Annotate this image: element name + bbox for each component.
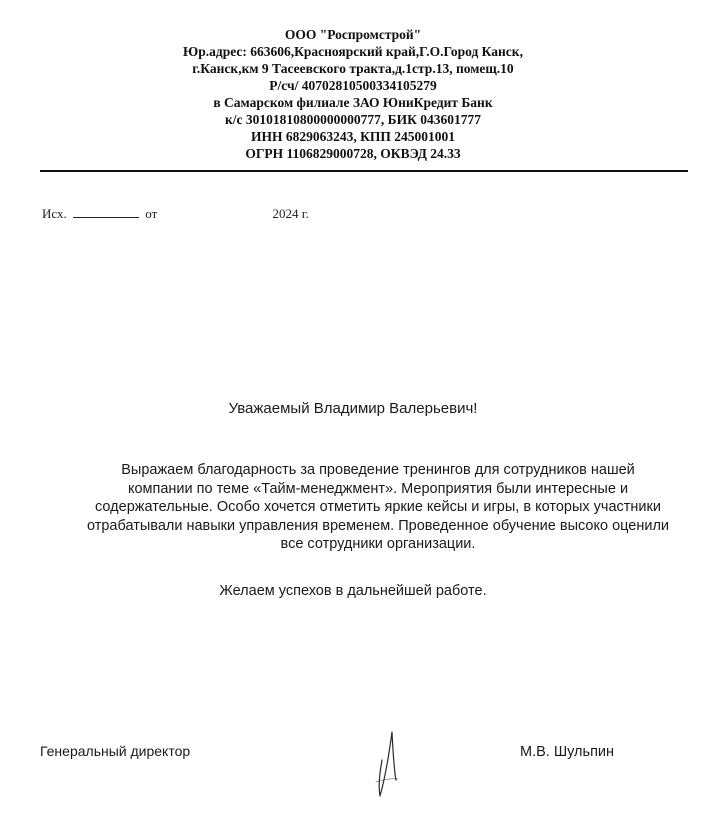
greeting: Уважаемый Владимир Валерьевич! (228, 400, 478, 417)
correspondent-account-bik: к/с 30101810800000000777, БИК 043601777 (225, 112, 481, 127)
ref-number-blank (73, 207, 139, 218)
bank-name: в Самарском филиале ЗАО ЮниКредит Банк (213, 95, 493, 110)
bank-account: Р/сч/ 40702810500334105279 (269, 78, 437, 93)
legal-address-line-2: г.Канск,км 9 Тасеевского тракта,д.1стр.13, помещ.10 (192, 61, 514, 76)
body-line: отрабатывали навыки управления временем. Проведенное обучение высоко оценили (86, 517, 670, 534)
signer-position: Генеральный директор (40, 743, 191, 759)
outgoing-reference (42, 206, 309, 222)
letterhead (0, 26, 706, 162)
signer-name: М.В. Шульпин (520, 744, 615, 760)
ogrn-okved: ОГРН 1106829000728, ОКВЭД 24.33 (245, 146, 461, 161)
body-line: все сотрудники организации. (280, 536, 476, 552)
body-line: компании по теме «Тайм-менеджмент». Мероприятия были интересные и (127, 480, 629, 497)
body-line: содержательные. Особо хочется отметить яркие кейсы и игры, в которых участники (95, 499, 661, 515)
inn-kpp: ИНН 6829063243, КПП 245001001 (250, 129, 456, 144)
handwritten-signature (368, 722, 408, 802)
company-name: ООО "Роспромстрой" (284, 27, 422, 42)
closing-wish: Желаем успехов в дальнейшей работе. (219, 583, 487, 599)
ref-date: 2024 г. (272, 206, 309, 221)
ref-label: Исх. (42, 206, 67, 221)
letterhead-divider (40, 170, 688, 172)
from-label: от (145, 206, 158, 221)
letter-body (58, 461, 698, 554)
body-line: Выражаем благодарность за проведение тренингов для сотрудников нашей (121, 462, 635, 478)
legal-address-line-1: Юр.адрес: 663606,Красноярский край,Г.О.Город Канск, (183, 44, 523, 59)
